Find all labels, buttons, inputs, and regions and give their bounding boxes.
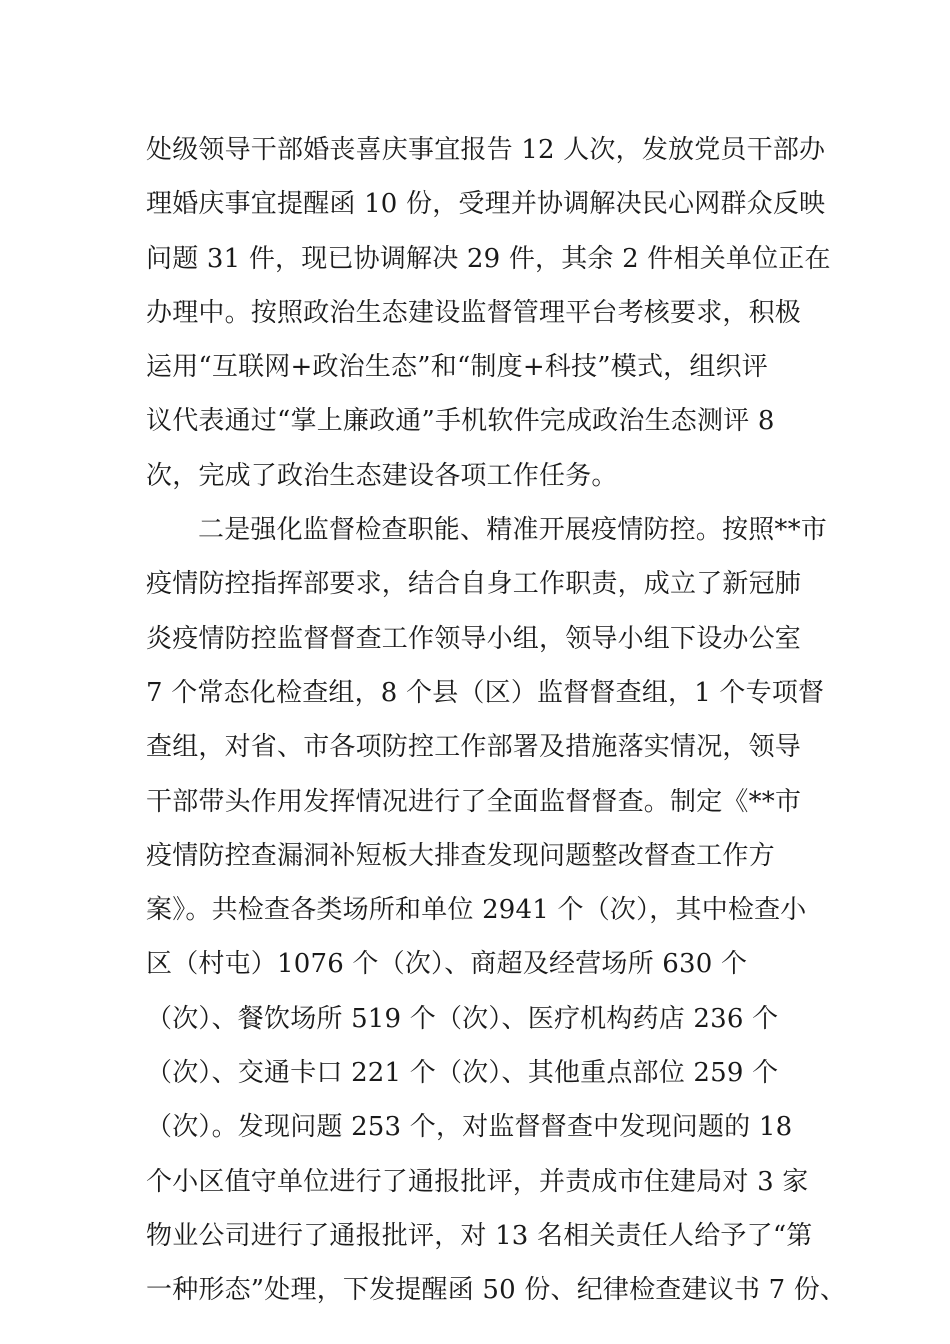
text-line: 7 个常态化检查组，8 个县（区）监督督查组，1 个专项督 bbox=[146, 677, 825, 708]
text-line: （次）。发现问题 253 个，对监督督查中发现问题的 18 bbox=[146, 1112, 793, 1143]
text-line: 查组，对省、市各项防控工作部署及措施落实情况，领导 bbox=[146, 732, 802, 763]
text-line: 物业公司进行了通报批评，对 13 名相关责任人给予了“第 bbox=[146, 1220, 813, 1251]
text-line: 运用“互联网+政治生态”和“制度+科技”模式，组织评 bbox=[146, 352, 768, 383]
text-line: 个小区值守单位进行了通报批评，并责成市住建局对 3 家 bbox=[146, 1166, 809, 1197]
text-line: 疫情防控指挥部要求，结合自身工作职责，成立了新冠肺 bbox=[146, 569, 802, 600]
text-line: 处级领导干部婚丧喜庆事宜报告 12 人次，发放党员干部办 bbox=[146, 135, 826, 165]
text-line: 疫情防控查漏洞补短板大排查发现问题整改督查工作方 bbox=[146, 840, 775, 871]
text-line: 炎疫情防控监督督查工作领导小组，领导小组下设办公室 bbox=[146, 623, 802, 654]
text-line: 理婚庆事宜提醒函 10 份，受理并协调解决民心网群众反映 bbox=[146, 189, 826, 220]
text-line: 办理中。按照政治生态建设监督管理平台考核要求，积极 bbox=[146, 297, 802, 328]
text-line: 次，完成了政治生态建设各项工作任务。 bbox=[146, 460, 618, 491]
text-line: 案》。共检查各类场所和单位 2941 个（次），其中检查小 bbox=[146, 895, 807, 926]
text-line: 区（村屯）1076 个（次）、商超及经营场所 630 个 bbox=[146, 949, 748, 980]
text-line: 议代表通过“掌上廉政通”手机软件完成政治生态测评 8 bbox=[146, 406, 775, 437]
text-line: （次）、交通卡口 221 个（次）、其他重点部位 259 个 bbox=[146, 1058, 779, 1089]
paragraph-first-line: 二是强化监督检查职能、精准开展疫情防控。按照**市 bbox=[198, 515, 828, 546]
text-line: 问题 31 件，现已协调解决 29 件，其余 2 件相关单位正在 bbox=[146, 243, 831, 274]
text-line: 一种形态”处理，下发提醒函 50 份、纪律检查建议书 7 份、 bbox=[146, 1275, 847, 1306]
document-body bbox=[146, 123, 847, 1318]
text-line: 干部带头作用发挥情况进行了全面监督督查。制定《**市 bbox=[146, 786, 802, 817]
text-line: （次）、餐饮场所 519 个（次）、医疗机构药店 236 个 bbox=[146, 1003, 779, 1034]
